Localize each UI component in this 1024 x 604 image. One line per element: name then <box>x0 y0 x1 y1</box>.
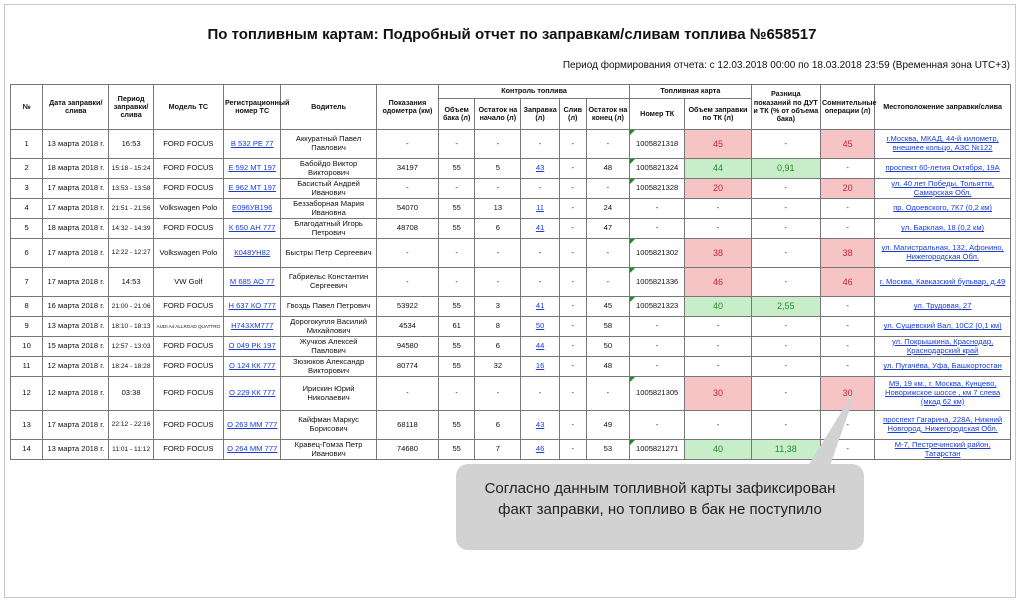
cell-diff: - <box>751 411 820 440</box>
col-loc: Местоположение заправки/слива <box>875 85 1011 130</box>
cell-odo: 54070 <box>376 199 438 219</box>
cell-odo: - <box>376 179 438 199</box>
cell-per: 22:12 - 22:16 <box>109 411 153 440</box>
cell-tank: 55 <box>439 219 475 239</box>
col-date: Дата заправки/слива <box>43 85 109 130</box>
cell-drain: - <box>559 411 586 440</box>
cell-end: - <box>586 239 629 268</box>
cell-n: 6 <box>11 239 43 268</box>
cell-drain: - <box>559 268 586 297</box>
reg-link[interactable]: Н743ХМ777 <box>231 321 274 331</box>
cell-card: - <box>630 337 685 357</box>
cell-date: 12 марта 2018 г. <box>43 357 109 377</box>
cell-card: - <box>630 411 685 440</box>
cell-card: - <box>630 199 685 219</box>
cell-odo: - <box>376 239 438 268</box>
cell-ref: - <box>521 130 559 159</box>
cell-tank: 55 <box>439 440 475 460</box>
cell-date: 17 марта 2018 г. <box>43 411 109 440</box>
col-diff: Разница показаний по ДУТ и ТК (% от объема бака) <box>751 85 820 130</box>
cell-end: 48 <box>586 159 629 179</box>
location-link[interactable]: ул. Пугачёва, Уфа, Башкортостан <box>883 361 1002 371</box>
cell-per: 15:18 - 15:24 <box>109 159 153 179</box>
cell-tank: 55 <box>439 297 475 317</box>
cell-n: 12 <box>11 377 43 411</box>
cell-susp: - <box>820 440 874 460</box>
cell-card: 1005821305 <box>630 377 685 411</box>
cell-start: 5 <box>475 159 521 179</box>
cell-diff: 2,55 <box>751 297 820 317</box>
cell-susp: - <box>820 357 874 377</box>
cell-vol: - <box>685 219 751 239</box>
cell-diff: - <box>751 130 820 159</box>
cell-drv: Кайфман Маркус Борисович <box>281 411 376 440</box>
cell-diff: - <box>751 179 820 199</box>
cell-start: 6 <box>475 219 521 239</box>
cell-diff: - <box>751 317 820 337</box>
refuel-link[interactable]: 50 <box>535 321 545 331</box>
cell-date: 17 марта 2018 г. <box>43 239 109 268</box>
cell-drain: - <box>559 337 586 357</box>
cell-start: - <box>475 179 521 199</box>
cell-end: - <box>586 377 629 411</box>
cell-ref: - <box>521 179 559 199</box>
report-period: Период формирования отчета: с 12.03.2018 00:00 по 18.03.2018 23:59 (Временная зона UTC+3) <box>562 60 1010 71</box>
cell-n: 11 <box>11 357 43 377</box>
location-link[interactable]: ул. Сущевский Вал, 10С2 (0,1 км) <box>883 321 1002 331</box>
cell-diff: - <box>751 239 820 268</box>
cell-n: 1 <box>11 130 43 159</box>
cell-n: 3 <box>11 179 43 199</box>
reg-link[interactable]: О 049 РК 197 <box>228 341 276 351</box>
cell-vol: 46 <box>685 268 751 297</box>
cell-n: 13 <box>11 411 43 440</box>
cell-susp: 20 <box>820 179 874 199</box>
cell-date: 18 марта 2018 г. <box>43 159 109 179</box>
cell-drv: Басистый Андрей Иванович <box>281 179 376 199</box>
cell-drain: - <box>559 159 586 179</box>
cell-drv: Быстры Петр Сергеевич <box>281 239 376 268</box>
cell-start: - <box>475 377 521 411</box>
cell-per: 18:24 - 18:28 <box>109 357 153 377</box>
location-link[interactable]: М9, 19 км., г. Москва, Кунцево, Новорижское шоссе , км 7 слева (мкад 62 км) <box>884 379 1001 406</box>
cell-susp: - <box>820 159 874 179</box>
cell-diff: 11,38 <box>751 440 820 460</box>
callout-note: Согласно данным топливной карты зафиксирован факт заправки, но топливо в бак не поступило <box>456 464 864 550</box>
cell-card: - <box>630 317 685 337</box>
cell-drv: Бабойдо Виктор Викторович <box>281 159 376 179</box>
cell-model: FORD FOCUS <box>153 337 223 357</box>
location-link[interactable]: проспект Гагарина, 228А, Нижний Новгород, Нижегородская Обл. <box>883 415 1003 433</box>
cell-per: 21:00 - 21:06 <box>109 297 153 317</box>
col-group-control: Контроль топлива <box>439 85 630 99</box>
cell-susp: - <box>820 297 874 317</box>
col-end: Остаток на конец (л) <box>586 99 629 130</box>
cell-drain: - <box>559 199 586 219</box>
location-link[interactable]: ул. Трудовая, 27 <box>913 301 972 311</box>
col-group-card: Топливная карта <box>630 85 752 99</box>
cell-end: - <box>586 130 629 159</box>
cell-tank: 55 <box>439 411 475 440</box>
cell-model: FORD FOCUS <box>153 219 223 239</box>
cell-start: - <box>475 130 521 159</box>
reg-link[interactable]: О 263 ММ 777 <box>227 419 278 429</box>
cell-diff: - <box>751 268 820 297</box>
cell-susp: - <box>820 199 874 219</box>
location-link[interactable]: ул. Магистральная, 132, Афонино, Нижегородская Обл. <box>881 243 1004 261</box>
cell-diff: - <box>751 377 820 411</box>
cell-card: 1005821318 <box>630 130 685 159</box>
location-link[interactable]: ул. Покрышкина, Краснодар, Краснодарский край <box>892 336 994 355</box>
cell-model: AUDI A4 ALLROAD QUATTRO <box>153 317 223 337</box>
cell-drv: Гвоздь Павел Петрович <box>281 297 376 317</box>
cell-ref: - <box>521 377 559 411</box>
cell-vol: 40 <box>685 440 751 460</box>
col-reg: Регистрационный номер ТС <box>224 85 281 130</box>
refuel-link[interactable]: 43 <box>535 419 545 429</box>
cell-drv: Аккуратный Павел Павлович <box>281 130 376 159</box>
cell-per: 21:51 - 21:56 <box>109 199 153 219</box>
cell-vol: 38 <box>685 239 751 268</box>
cell-drain: - <box>559 179 586 199</box>
cell-date: 17 марта 2018 г. <box>43 199 109 219</box>
cell-odo: 48708 <box>376 219 438 239</box>
col-odo: Показания одометра (км) <box>376 85 438 130</box>
cell-diff: - <box>751 199 820 219</box>
cell-per: 14:53 <box>109 268 153 297</box>
reg-link[interactable]: Н 637 КО 777 <box>228 301 276 311</box>
cell-susp: - <box>820 337 874 357</box>
cell-end: 24 <box>586 199 629 219</box>
cell-model: FORD FOCUS <box>153 440 223 460</box>
cell-model: Volkswagen Polo <box>153 199 223 219</box>
cell-end: 50 <box>586 337 629 357</box>
cell-drain: - <box>559 219 586 239</box>
cell-drain: - <box>559 130 586 159</box>
cell-vol: 44 <box>685 159 751 179</box>
cell-model: FORD FOCUS <box>153 297 223 317</box>
cell-tank: 55 <box>439 199 475 219</box>
cell-per: 14:32 - 14:39 <box>109 219 153 239</box>
refuel-link[interactable]: 16 <box>535 361 545 371</box>
cell-end: 47 <box>586 219 629 239</box>
refuel-link[interactable]: 41 <box>535 301 545 311</box>
reg-link[interactable]: О 264 ММ 777 <box>227 444 278 454</box>
cell-tank: - <box>439 179 475 199</box>
cell-per: 16:53 <box>109 130 153 159</box>
refuel-link[interactable]: 43 <box>535 163 545 173</box>
cell-card: 1005821324 <box>630 159 685 179</box>
col-refuel: Заправка (л) <box>521 99 559 130</box>
refuel-link[interactable]: 44 <box>535 341 545 351</box>
cell-odo: 80774 <box>376 357 438 377</box>
cell-ref: - <box>521 239 559 268</box>
cell-susp: 45 <box>820 130 874 159</box>
cell-tank: - <box>439 239 475 268</box>
cell-drain: - <box>559 377 586 411</box>
cell-start: - <box>475 239 521 268</box>
col-susp: Сомнительные операции (л) <box>820 85 874 130</box>
cell-tank: - <box>439 268 475 297</box>
cell-odo: - <box>376 268 438 297</box>
cell-tank: - <box>439 377 475 411</box>
cell-drv: Ирискин Юрий Николаевич <box>281 377 376 411</box>
cell-diff: - <box>751 219 820 239</box>
cell-date: 15 марта 2018 г. <box>43 337 109 357</box>
cell-end: 48 <box>586 357 629 377</box>
cell-end: 45 <box>586 297 629 317</box>
cell-vol: - <box>685 357 751 377</box>
cell-odo: 68118 <box>376 411 438 440</box>
cell-date: 17 марта 2018 г. <box>43 179 109 199</box>
cell-n: 7 <box>11 268 43 297</box>
refuel-link[interactable]: 11 <box>536 203 545 213</box>
cell-susp: 46 <box>820 268 874 297</box>
cell-per: 03:38 <box>109 377 153 411</box>
cell-vol: - <box>685 411 751 440</box>
cell-drain: - <box>559 440 586 460</box>
cell-odo: - <box>376 130 438 159</box>
reg-link[interactable]: О 229 КК 777 <box>228 388 276 398</box>
cell-n: 9 <box>11 317 43 337</box>
cell-date: 13 марта 2018 г. <box>43 440 109 460</box>
cell-start: 6 <box>475 337 521 357</box>
cell-susp: - <box>820 317 874 337</box>
refuel-link[interactable]: 41 <box>535 223 545 233</box>
cell-n: 10 <box>11 337 43 357</box>
col-driver: Водитель <box>281 85 376 130</box>
cell-susp: 38 <box>820 239 874 268</box>
cell-end: 53 <box>586 440 629 460</box>
cell-n: 8 <box>11 297 43 317</box>
cell-per: 12:22 - 12:27 <box>109 239 153 268</box>
cell-card: 1005821302 <box>630 239 685 268</box>
cell-vol: - <box>685 199 751 219</box>
cell-card: 1005821336 <box>630 268 685 297</box>
cell-diff: - <box>751 357 820 377</box>
cell-model: FORD FOCUS <box>153 179 223 199</box>
cell-drv: Зюзюков Александр Викторович <box>281 357 376 377</box>
location-link[interactable]: ул. Барклая, 18 (0,2 км) <box>901 223 985 233</box>
cell-vol: - <box>685 317 751 337</box>
reg-link[interactable]: Е 592 МТ 197 <box>228 163 277 173</box>
cell-date: 16 марта 2018 г. <box>43 297 109 317</box>
cell-start: 3 <box>475 297 521 317</box>
cell-model: Volkswagen Polo <box>153 239 223 268</box>
reg-link[interactable]: В 532 РЕ 77 <box>230 138 274 148</box>
cell-n: 14 <box>11 440 43 460</box>
cell-odo: 74680 <box>376 440 438 460</box>
cell-susp: 30 <box>820 377 874 411</box>
cell-date: 18 марта 2018 г. <box>43 219 109 239</box>
cell-model: FORD FOCUS <box>153 411 223 440</box>
col-num: № <box>11 85 43 130</box>
cell-card: - <box>630 357 685 377</box>
cell-tank: 55 <box>439 337 475 357</box>
reg-link[interactable]: Е096УВ196 <box>232 203 273 213</box>
cell-start: 8 <box>475 317 521 337</box>
cell-drain: - <box>559 239 586 268</box>
cell-start: - <box>475 268 521 297</box>
cell-model: FORD FOCUS <box>153 130 223 159</box>
col-model: Модель ТС <box>153 85 223 130</box>
cell-per: 18:10 - 18:13 <box>109 317 153 337</box>
cell-tank: 61 <box>439 317 475 337</box>
cell-per: 12:57 - 13:03 <box>109 337 153 357</box>
cell-start: 32 <box>475 357 521 377</box>
cell-model: FORD FOCUS <box>153 377 223 411</box>
refuel-link[interactable]: 46 <box>535 444 545 454</box>
cell-model: VW Golf <box>153 268 223 297</box>
cell-tank: - <box>439 130 475 159</box>
report-title: По топливным картам: Подробный отчет по заправкам/сливам топлива №658517 <box>207 26 817 43</box>
cell-date: 17 марта 2018 г. <box>43 268 109 297</box>
cell-date: 12 марта 2018 г. <box>43 377 109 411</box>
cell-n: 5 <box>11 219 43 239</box>
cell-start: 13 <box>475 199 521 219</box>
cell-drv: Дорогокупля Василий Михайлович <box>281 317 376 337</box>
cell-vol: 45 <box>685 130 751 159</box>
cell-vol: 40 <box>685 297 751 317</box>
cell-date: 13 марта 2018 г. <box>43 317 109 337</box>
location-link[interactable]: М-7, Пестречинский район, Татарстан <box>894 439 991 458</box>
location-link[interactable]: г. Москва, Кавказский бульвар, д.49 <box>879 276 1006 286</box>
cell-per: 13:53 - 13:58 <box>109 179 153 199</box>
cell-start: 7 <box>475 440 521 460</box>
cell-drv: Благодатный Игорь Петрович <box>281 219 376 239</box>
cell-end: - <box>586 179 629 199</box>
col-start: Остаток на начало (л) <box>475 99 521 130</box>
cell-start: 6 <box>475 411 521 440</box>
col-card-vol: Объем заправки по ТК (л) <box>685 99 751 130</box>
reg-link[interactable]: К048УН82 <box>234 247 271 257</box>
cell-drain: - <box>559 317 586 337</box>
cell-model: FORD FOCUS <box>153 159 223 179</box>
cell-model: FORD FOCUS <box>153 357 223 377</box>
location-link[interactable]: г.Москва, МКАД, 44-й километр, внешнее кольцо, АЗС №122 <box>886 134 999 152</box>
cell-vol: 30 <box>685 377 751 411</box>
col-tank: Объем бака (л) <box>439 99 475 130</box>
cell-n: 4 <box>11 199 43 219</box>
cell-end: 58 <box>586 317 629 337</box>
cell-odo: - <box>376 377 438 411</box>
location-link[interactable]: ул. 40 лет Победы, Тольятти, Самарская Обл. <box>891 178 995 197</box>
cell-drain: - <box>559 297 586 317</box>
cell-drv: Габриельс Константин Сергеевич <box>281 268 376 297</box>
col-drain: Слив (л) <box>559 99 586 130</box>
cell-vol: - <box>685 337 751 357</box>
location-link[interactable]: проспект 60-летия Октября, 19А <box>885 163 1000 173</box>
cell-card: 1005821328 <box>630 179 685 199</box>
cell-odo: 34197 <box>376 159 438 179</box>
cell-drain: - <box>559 357 586 377</box>
cell-tank: 55 <box>439 357 475 377</box>
cell-end: 49 <box>586 411 629 440</box>
col-period: Период заправки/слива <box>109 85 153 130</box>
cell-vol: 20 <box>685 179 751 199</box>
cell-susp: - <box>820 219 874 239</box>
cell-tank: 55 <box>439 159 475 179</box>
reg-link[interactable]: Е 962 МТ 197 <box>228 183 277 193</box>
cell-drv: Жучков Алексей Павлович <box>281 337 376 357</box>
cell-per: 11:01 - 11:12 <box>109 440 153 460</box>
cell-ref: - <box>521 268 559 297</box>
cell-drv: Кравец-Гомза Петр Иванович <box>281 440 376 460</box>
cell-date: 13 марта 2018 г. <box>43 130 109 159</box>
location-link[interactable]: пр. Одоевского, 7К7 (0,2 км) <box>893 203 993 213</box>
cell-card: 1005821271 <box>630 440 685 460</box>
reg-link[interactable]: О 124 КК 777 <box>228 361 276 371</box>
cell-end: - <box>586 268 629 297</box>
cell-diff: - <box>751 337 820 357</box>
cell-odo: 53922 <box>376 297 438 317</box>
cell-drv: Беззаборная Мария Ивановна <box>281 199 376 219</box>
cell-susp: - <box>820 411 874 440</box>
cell-odo: 4534 <box>376 317 438 337</box>
reg-link[interactable]: М 685 АО 77 <box>229 276 275 286</box>
col-card-num: Номер ТК <box>630 99 685 130</box>
cell-card: 1005821323 <box>630 297 685 317</box>
reg-link[interactable]: К 650 АН 777 <box>228 223 276 233</box>
cell-card: - <box>630 219 685 239</box>
cell-diff: 0,91 <box>751 159 820 179</box>
cell-odo: 94580 <box>376 337 438 357</box>
cell-n: 2 <box>11 159 43 179</box>
